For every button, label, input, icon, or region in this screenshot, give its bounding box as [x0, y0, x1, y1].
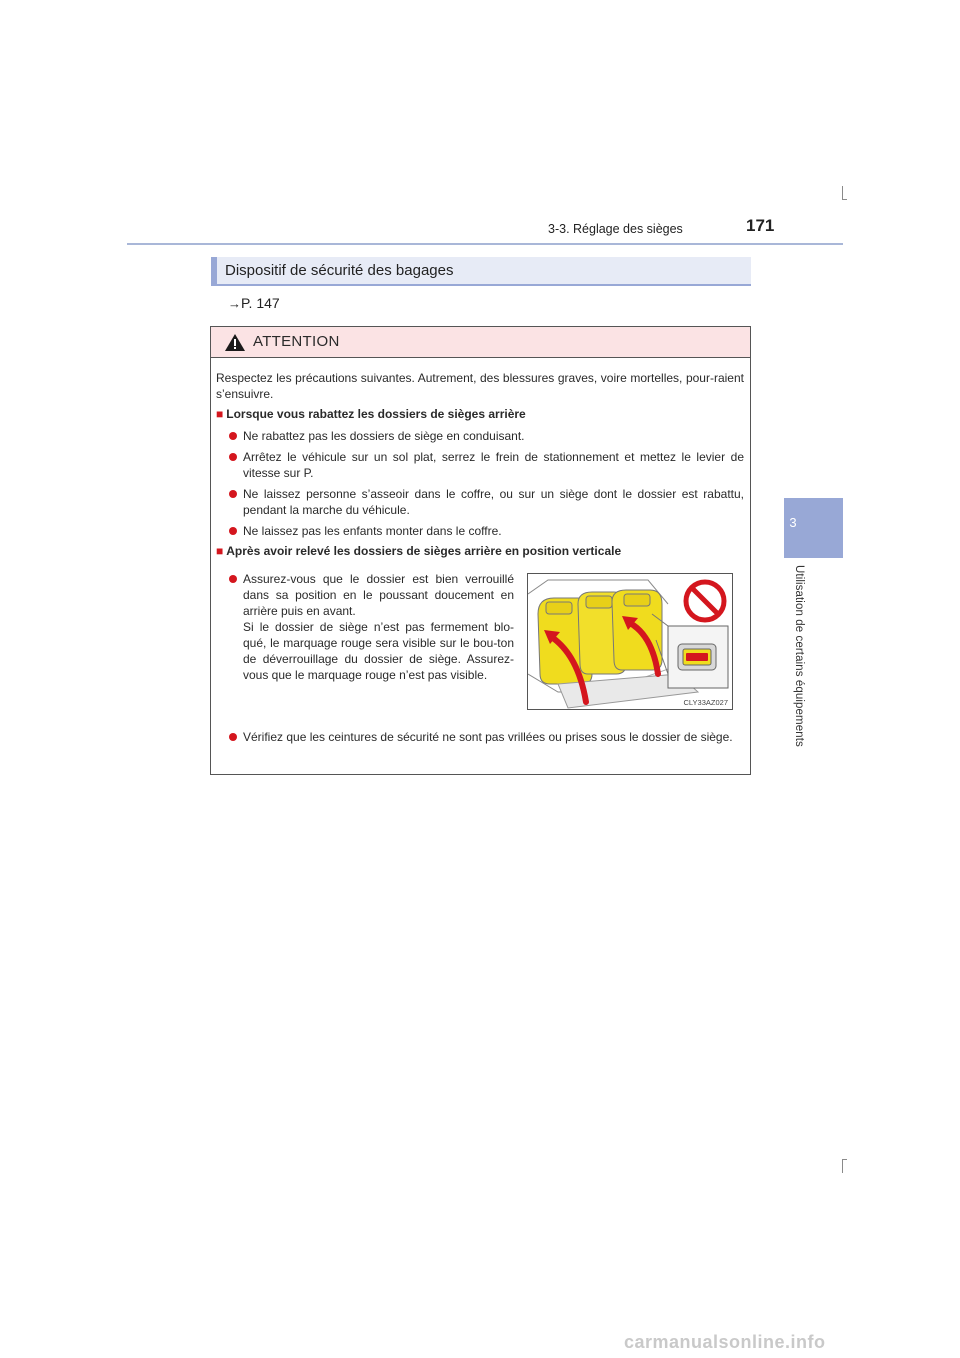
bullet-dot-icon — [229, 490, 237, 498]
warning-title: ATTENTION — [253, 333, 340, 350]
watermark-site: carmanualsonline.info — [624, 1332, 826, 1352]
no-entry-icon — [686, 582, 724, 620]
red-square-icon: ■ — [216, 407, 224, 421]
warning-intro: Respectez les précautions suivantes. Autrement, des blessures graves, voire mortelles, pour-raient s’ensuivre. — [216, 371, 744, 401]
chapter-tab — [784, 498, 843, 558]
page-number: 171 — [746, 216, 775, 235]
bullet-dot-icon — [229, 575, 237, 583]
chapter-number: 3 — [789, 515, 797, 530]
crop-mark — [842, 1159, 847, 1160]
list-item: Ne rabattez pas les dossiers de siège en conduisant. — [229, 428, 744, 444]
page-reference-text: P. 147 — [241, 295, 280, 311]
red-square-icon: ■ — [216, 544, 224, 558]
warning-triangle-icon — [225, 334, 245, 351]
rear-seat-illustration — [528, 574, 733, 710]
bullet-dot-icon — [229, 733, 237, 741]
figure-code: CLY33AZ027 — [683, 698, 728, 707]
list-item: Arrêtez le véhicule sur un sol plat, serrez le frein de stationnement et mettez le levier de vitesse sur P. — [229, 449, 744, 481]
chapter-title: Utilisation de certains équipements — [793, 565, 805, 747]
page-reference[interactable] — [228, 295, 280, 311]
arrow-right-icon: → — [228, 296, 241, 311]
bullet-dot-icon — [229, 527, 237, 535]
subheading-folding: ■ Lorsque vous rabattez les dossiers de sièges arrière — [216, 407, 526, 421]
list-item: Ne laissez personne s’asseoir dans le coffre, ou sur un siège dont le dossier est rabattu, pendant la marche du véhicule. — [229, 486, 744, 518]
list-item: Vérifiez que les ceintures de sécurité ne sont pas vrillées ou prises sous le dossier de siège. — [229, 729, 744, 745]
section-title-bar — [211, 257, 751, 286]
bullet-dot-icon — [229, 453, 237, 461]
crop-mark — [842, 186, 843, 200]
running-header-section: 3-3. Réglage des sièges — [548, 222, 683, 236]
crop-mark — [842, 199, 847, 200]
warning-header — [211, 327, 750, 358]
list-item: Assurez-vous que le dossier est bien verrouillé dans sa position en le poussant doucement en arrière puis en avant. Si le dossier de siège n’est pas fermement blo-qué, le marquage rouge sera visible sur le bou-ton de déverrouillage du dossier de siège. Assurez-vous que le marquage rouge n’est pas visible. — [229, 571, 514, 683]
bullet-dot-icon — [229, 432, 237, 440]
subheading-upright: ■ Après avoir relevé les dossiers de sièges arrière en position verticale — [216, 544, 622, 558]
seat-lock-figure — [527, 573, 733, 710]
crop-mark — [842, 1159, 843, 1173]
header-rule — [127, 243, 843, 245]
section-title: Dispositif de sécurité des bagages — [225, 262, 454, 279]
warning-box — [210, 326, 751, 775]
list-item: Ne laissez pas les enfants monter dans le coffre. — [229, 523, 744, 539]
